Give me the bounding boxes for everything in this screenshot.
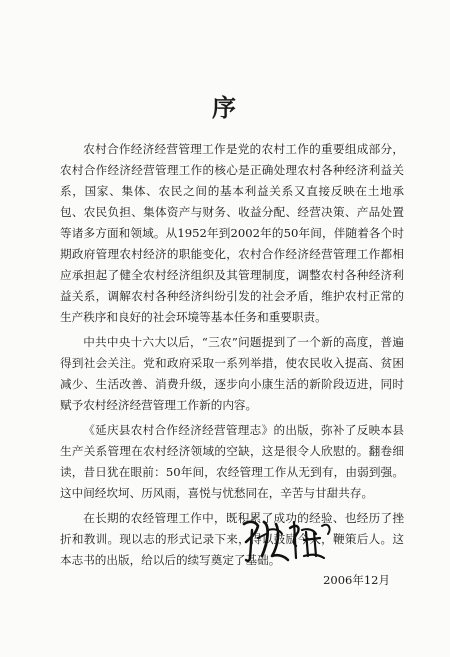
- paragraph-4: 在长期的农经管理工作中，既积累了成功的经验、也经历了挫折和教训。现以志的形式记录下来，得以鼓励今人，鞭策后人。这本志书的出版，给以后的续写奠定了基础。: [60, 511, 404, 567]
- paragraph-1: 农村合作经济经营管理工作是党的农村工作的重要组成部分，农村合作经济经营管理工作的核心是正确处理农村各种经济利益关系，国家、集体、农民之间的基本利益关系又直接反映在土地承包、农民负担、集体资产与财务、收益分配、经营决策、产品处置等诸多方面和领域。从1952年到2002年的50年间，伴随着各个时期政府管理农村经济的职能变化，农村合作经济经营管理工作都相应承担起了健全农村经济组织及其管理制度，调整农村各种经济利益关系，调解农村各种经济纠纷引发的社会矛盾，维护农村正常的生产秩序和良好的社会环境等基本任务和重要职责。: [60, 142, 404, 324]
- preface-body: [60, 139, 404, 575]
- paragraph-3: 《延庆县农村合作经济经营管理志》的出版，弥补了反映本县生产关系管理在农村经济领域的空缺，这是很令人欣慰的。翻卷细读，昔日犹在眼前：50年间，农经管理工作从无到有，由弱到强。这中间经坎坷、历风雨，喜悦与忧愁同在，辛苦与甘甜共存。: [60, 423, 404, 500]
- date-line: 2006年12月: [323, 573, 390, 587]
- handwritten-signature: [238, 512, 338, 566]
- page-title: 序: [212, 93, 238, 122]
- paragraph-2: 中共中央十六大以后，“三农”问题提到了一个新的高度，普遍得到社会关注。党和政府采取一系列举措，使农民收入提高、贫困减少、生活改善、消费升级，逐步向小康生活的新阶段迈进，同时赋予农村经济经营管理工作新的内容。: [60, 335, 404, 412]
